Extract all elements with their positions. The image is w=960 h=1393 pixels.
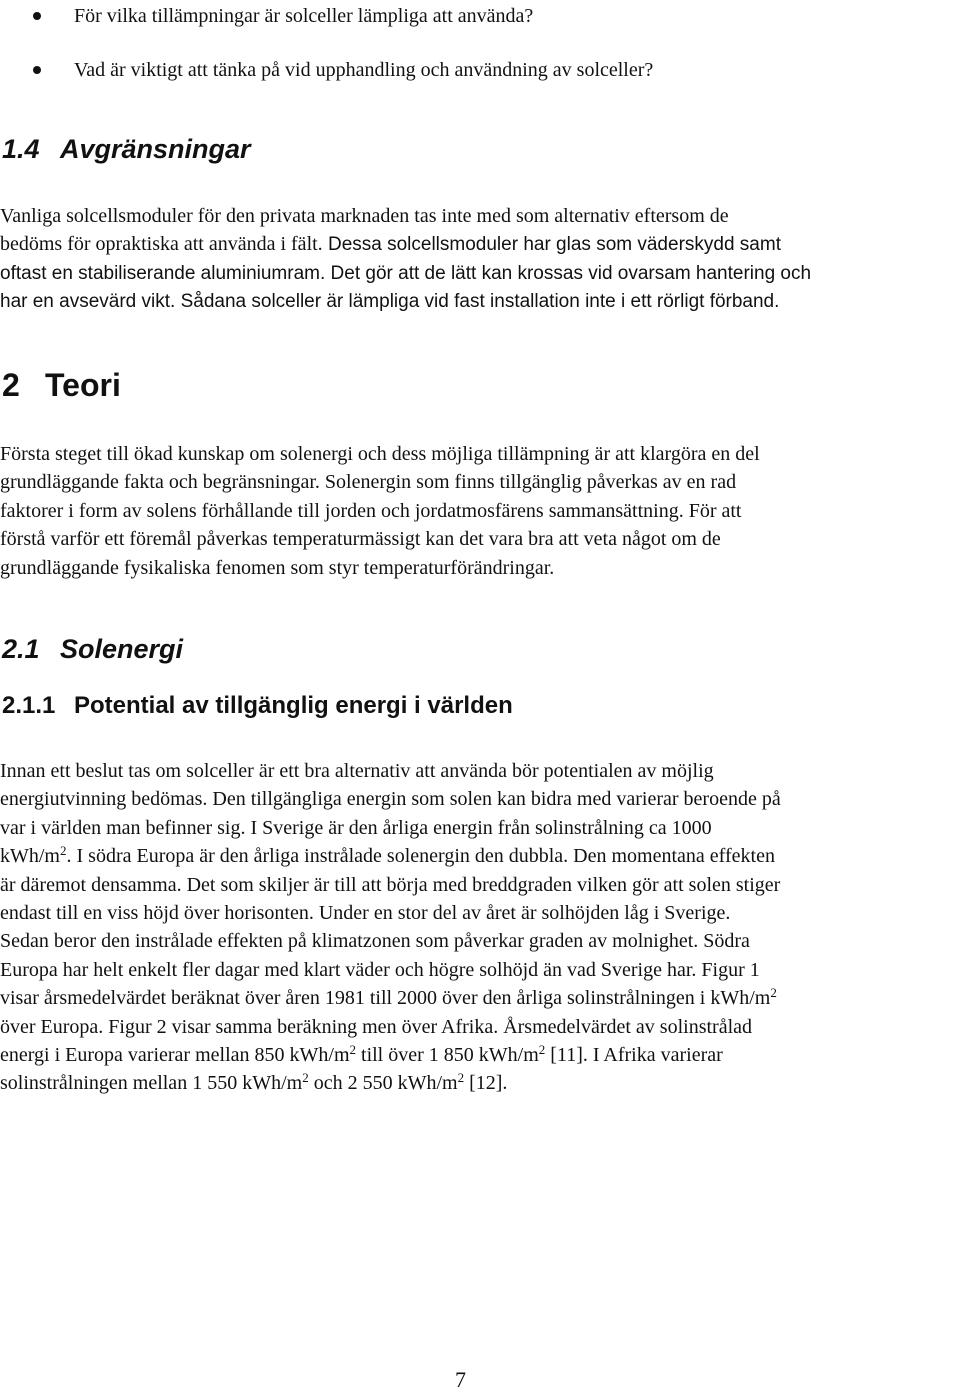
section-title: Teori (45, 367, 121, 403)
text-line: förstå varför ett föremål påverkas temperaturmässigt kan det vara bra att veta något om de (0, 528, 721, 551)
text-line: var i världen man befinner sig. I Sverige är den årliga energin från solinstrålning ca 1000 (0, 816, 712, 839)
superscript: 2 (60, 843, 67, 859)
text-line: energiutvinning bedömas. Den tillgängliga energin som solen kan bidra med varierar beroende på (0, 788, 781, 811)
section-heading-2 (2, 367, 121, 404)
text-line: Innan ett beslut tas om solceller är ett bra alternativ att använda bör potentialen av möjlig (0, 760, 714, 782)
section-title: Avgränsningar (60, 134, 251, 164)
text-line: Europa har helt enkelt fler dagar med klart väder och högre solhöjd än vad Sverige har. Figur 1 (0, 958, 760, 981)
section-number: 2.1 (2, 634, 40, 664)
text-line: oftast en stabiliserande aluminiumram. Det gör att de lätt kan krossas vid ovarsam hantering och (0, 262, 812, 284)
section-title: Solenergi (60, 634, 184, 664)
bullet-item (0, 4, 960, 34)
text-line: grundläggande fakta och begränsningar. Solenergin som finns tillgänglig påverkas av en rad (0, 471, 737, 494)
text-line: Första steget till ökad kunskap om solenergi och dess möjliga tillämpning är att klargöra en del (0, 443, 760, 465)
paragraph-theory (0, 440, 958, 582)
superscript: 2 (457, 1070, 465, 1086)
section-number: 2 (2, 367, 20, 403)
section-number: 1.4 (2, 134, 40, 164)
text-line: bedöms för opraktiska att använda i fält. Dessa solcellsmoduler har glas som väderskydd samt (0, 233, 781, 256)
text-line: endast till en viss höjd över horisonten. Under en stor del av året är solhöjden låg i Sverige. (0, 901, 731, 924)
text-line: över Europa. Figur 2 visar samma beräkning men över Afrika. Årsmedelvärdet av solinstrålad (0, 1015, 753, 1038)
section-number: 2.1.1 (2, 692, 56, 719)
section-heading-2-1-1 (2, 692, 513, 720)
text-line: Sedan beror den instrålade effekten på klimatzonen som påverkar graden av molnighet. Södra (0, 930, 750, 953)
superscript: 2 (302, 1070, 309, 1086)
paragraph-delimitations (0, 202, 958, 316)
bullet-text: För vilka tillämpningar är solceller lämpliga att använda? (74, 5, 534, 27)
bullet-icon (33, 12, 41, 20)
text-line: solinstrålningen mellan 1 550 kWh/$m^2$ och 2 550 kWh/$m^2$ [12]. (0, 1070, 508, 1095)
section-title: Potential av tillgänglig energi i världen (74, 692, 513, 719)
bullet-item (0, 58, 960, 88)
section-heading-2-1 (2, 634, 183, 665)
superscript: 2 (538, 1041, 546, 1057)
superscript: 2 (349, 1041, 357, 1057)
bullet-icon (33, 66, 41, 74)
text-line: kWh/$m^2$. I södra Europa är den årliga instrålade solenergin den dubbla. Den momentana effekten (0, 843, 775, 868)
paragraph-potential (0, 757, 958, 1098)
text-line: energi i Europa varierar mellan 850 kWh/$m^2$ till över 1 850 kWh/$m^2$ [11]. I Afrika varierar (0, 1041, 723, 1066)
text-line: Vanliga solcellsmoduler för den privata marknaden tas inte med som alternativ eftersom de (0, 205, 729, 227)
bullet-text: Vad är viktigt att tänka på vid upphandling och användning av solceller? (74, 59, 654, 81)
text-line: är däremot densamma. Det som skiljer är till att börja med breddgraden vilken gör att solen stiger (0, 873, 781, 896)
section-heading-1-4 (2, 134, 251, 165)
text-line: har en avsevärd vikt. Sådana solceller är lämpliga vid fast installation inte i ett rörligt förband. (0, 291, 780, 313)
text-line: faktorer i form av solens förhållande till jorden och jordatmosfärens sammansättning. För att (0, 499, 742, 522)
page-number: 7 (455, 1367, 466, 1392)
text-line: visar årsmedelvärdet beräknat över åren 1981 till 2000 över den årliga solinstrålningen i kWh/$m^2$ (0, 985, 777, 1010)
text-line: grundläggande fysikaliska fenomen som styr temperaturförändringar. (0, 556, 555, 579)
superscript: 2 (770, 985, 777, 1001)
